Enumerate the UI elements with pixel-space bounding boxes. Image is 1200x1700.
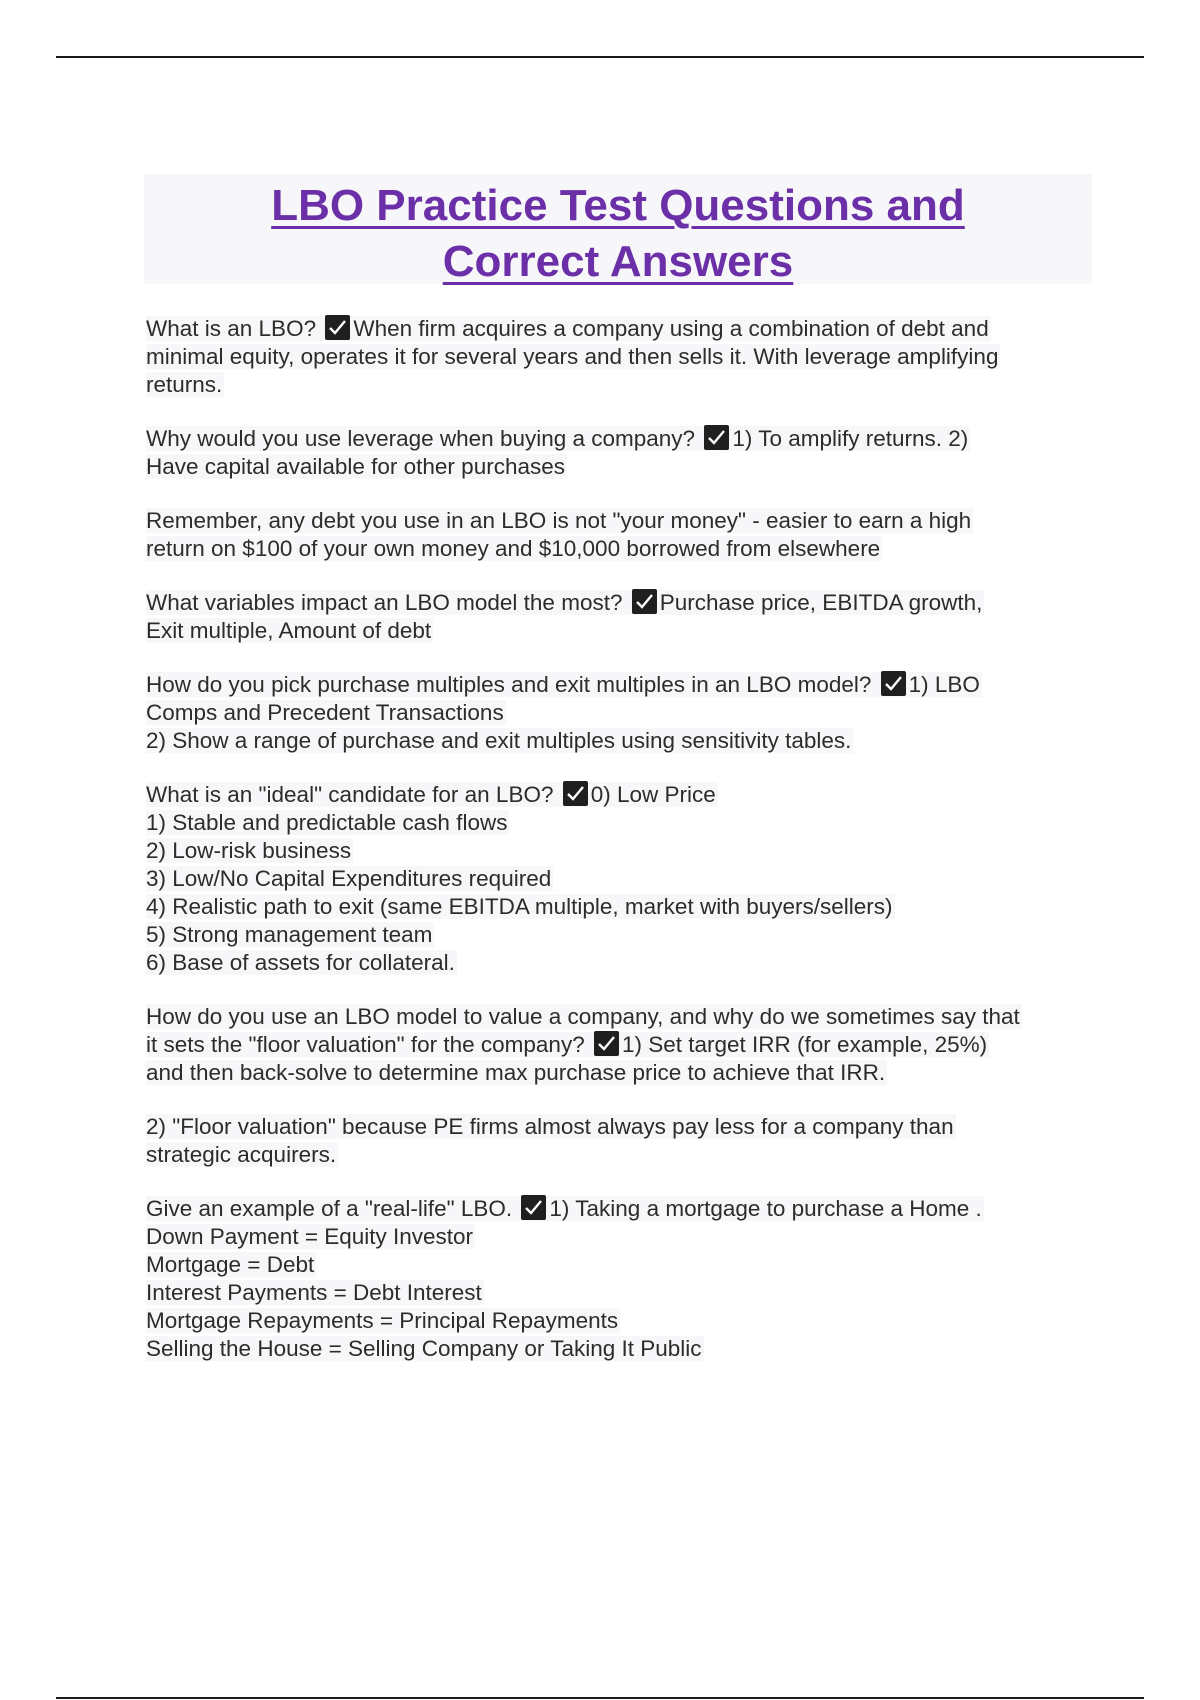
answer-line: returns. bbox=[146, 372, 223, 397]
answer-text: 1) To amplify returns. 2) bbox=[732, 426, 969, 451]
answer-text: When firm acquires a company using a combination of debt and bbox=[353, 316, 989, 341]
bottom-rule bbox=[56, 1697, 1144, 1699]
answer-line: Have capital available for other purchases bbox=[146, 454, 565, 479]
answer-line: Selling the House = Selling Company or Taking It Public bbox=[146, 1336, 702, 1361]
qa-item bbox=[146, 315, 1096, 399]
answer-line: Mortgage = Debt bbox=[146, 1252, 315, 1277]
qa-content bbox=[146, 315, 1096, 1389]
answer-line: 3) Low/No Capital Expenditures required bbox=[146, 866, 552, 891]
answer-line: Comps and Precedent Transactions bbox=[146, 700, 504, 725]
answer-line: Mortgage Repayments = Principal Repayments bbox=[146, 1308, 619, 1333]
answer-line: 4) Realistic path to exit (same EBITDA multiple, market with buyers/sellers) bbox=[146, 894, 893, 919]
note-paragraph bbox=[146, 507, 1096, 563]
check-box-icon bbox=[521, 1195, 546, 1220]
check-box-icon bbox=[704, 425, 729, 450]
answer-text: Purchase price, EBITDA growth, bbox=[659, 590, 983, 615]
check-box-icon bbox=[632, 589, 657, 614]
answer-line: Exit multiple, Amount of debt bbox=[146, 618, 432, 643]
qa-item bbox=[146, 589, 1096, 645]
question-text: it sets the "floor valuation" for the company? bbox=[146, 1032, 585, 1057]
question-text: What is an "ideal" candidate for an LBO? bbox=[146, 782, 554, 807]
answer-line: and then back-solve to determine max purchase price to achieve that IRR. bbox=[146, 1060, 886, 1085]
title-block bbox=[144, 174, 1092, 284]
answer-text: 1) LBO bbox=[908, 672, 980, 697]
note-line: return on $100 of your own money and $10,000 borrowed from elsewhere bbox=[146, 536, 881, 561]
question-text: What variables impact an LBO model the most? bbox=[146, 590, 623, 615]
answer-line: 6) Base of assets for collateral. bbox=[146, 950, 455, 975]
question-text: What is an LBO? bbox=[146, 316, 317, 341]
qa-item bbox=[146, 425, 1096, 481]
answer-line: Down Payment = Equity Investor bbox=[146, 1224, 474, 1249]
qa-item bbox=[146, 1003, 1096, 1087]
question-text: Give an example of a "real-life" LBO. bbox=[146, 1196, 513, 1221]
check-box-icon bbox=[563, 781, 588, 806]
top-rule bbox=[56, 56, 1144, 58]
check-box-icon bbox=[881, 671, 906, 696]
title-line-1: LBO Practice Test Questions and bbox=[271, 181, 965, 230]
question-text: How do you use an LBO model to value a company, and why do we sometimes say that bbox=[146, 1004, 1020, 1029]
note-line: 2) "Floor valuation" because PE firms almost always pay less for a company than bbox=[146, 1114, 954, 1139]
note-line: Remember, any debt you use in an LBO is not "your money" - easier to earn a high bbox=[146, 508, 972, 533]
answer-line: 5) Strong management team bbox=[146, 922, 433, 947]
note-paragraph bbox=[146, 1113, 1096, 1169]
check-box-icon bbox=[594, 1031, 619, 1056]
qa-item bbox=[146, 781, 1096, 977]
question-text: Why would you use leverage when buying a company? bbox=[146, 426, 696, 451]
answer-line: 2) Show a range of purchase and exit multiples using sensitivity tables. bbox=[146, 728, 852, 753]
answer-line: 2) Low-risk business bbox=[146, 838, 352, 863]
check-box-icon bbox=[325, 315, 350, 340]
title-line-2: Correct Answers bbox=[442, 237, 794, 286]
answer-line: 1) Stable and predictable cash flows bbox=[146, 810, 508, 835]
question-text: How do you pick purchase multiples and exit multiples in an LBO model? bbox=[146, 672, 872, 697]
page-title bbox=[144, 174, 1092, 290]
answer-line: minimal equity, operates it for several years and then sells it. With leverage amplifying bbox=[146, 344, 999, 369]
qa-item bbox=[146, 671, 1096, 755]
answer-text: 1) Set target IRR (for example, 25%) bbox=[621, 1032, 988, 1057]
qa-item bbox=[146, 1195, 1096, 1363]
note-line: strategic acquirers. bbox=[146, 1142, 337, 1167]
answer-text: 0) Low Price bbox=[590, 782, 716, 807]
answer-line: Interest Payments = Debt Interest bbox=[146, 1280, 482, 1305]
answer-text: 1) Taking a mortgage to purchase a Home . bbox=[549, 1196, 982, 1221]
